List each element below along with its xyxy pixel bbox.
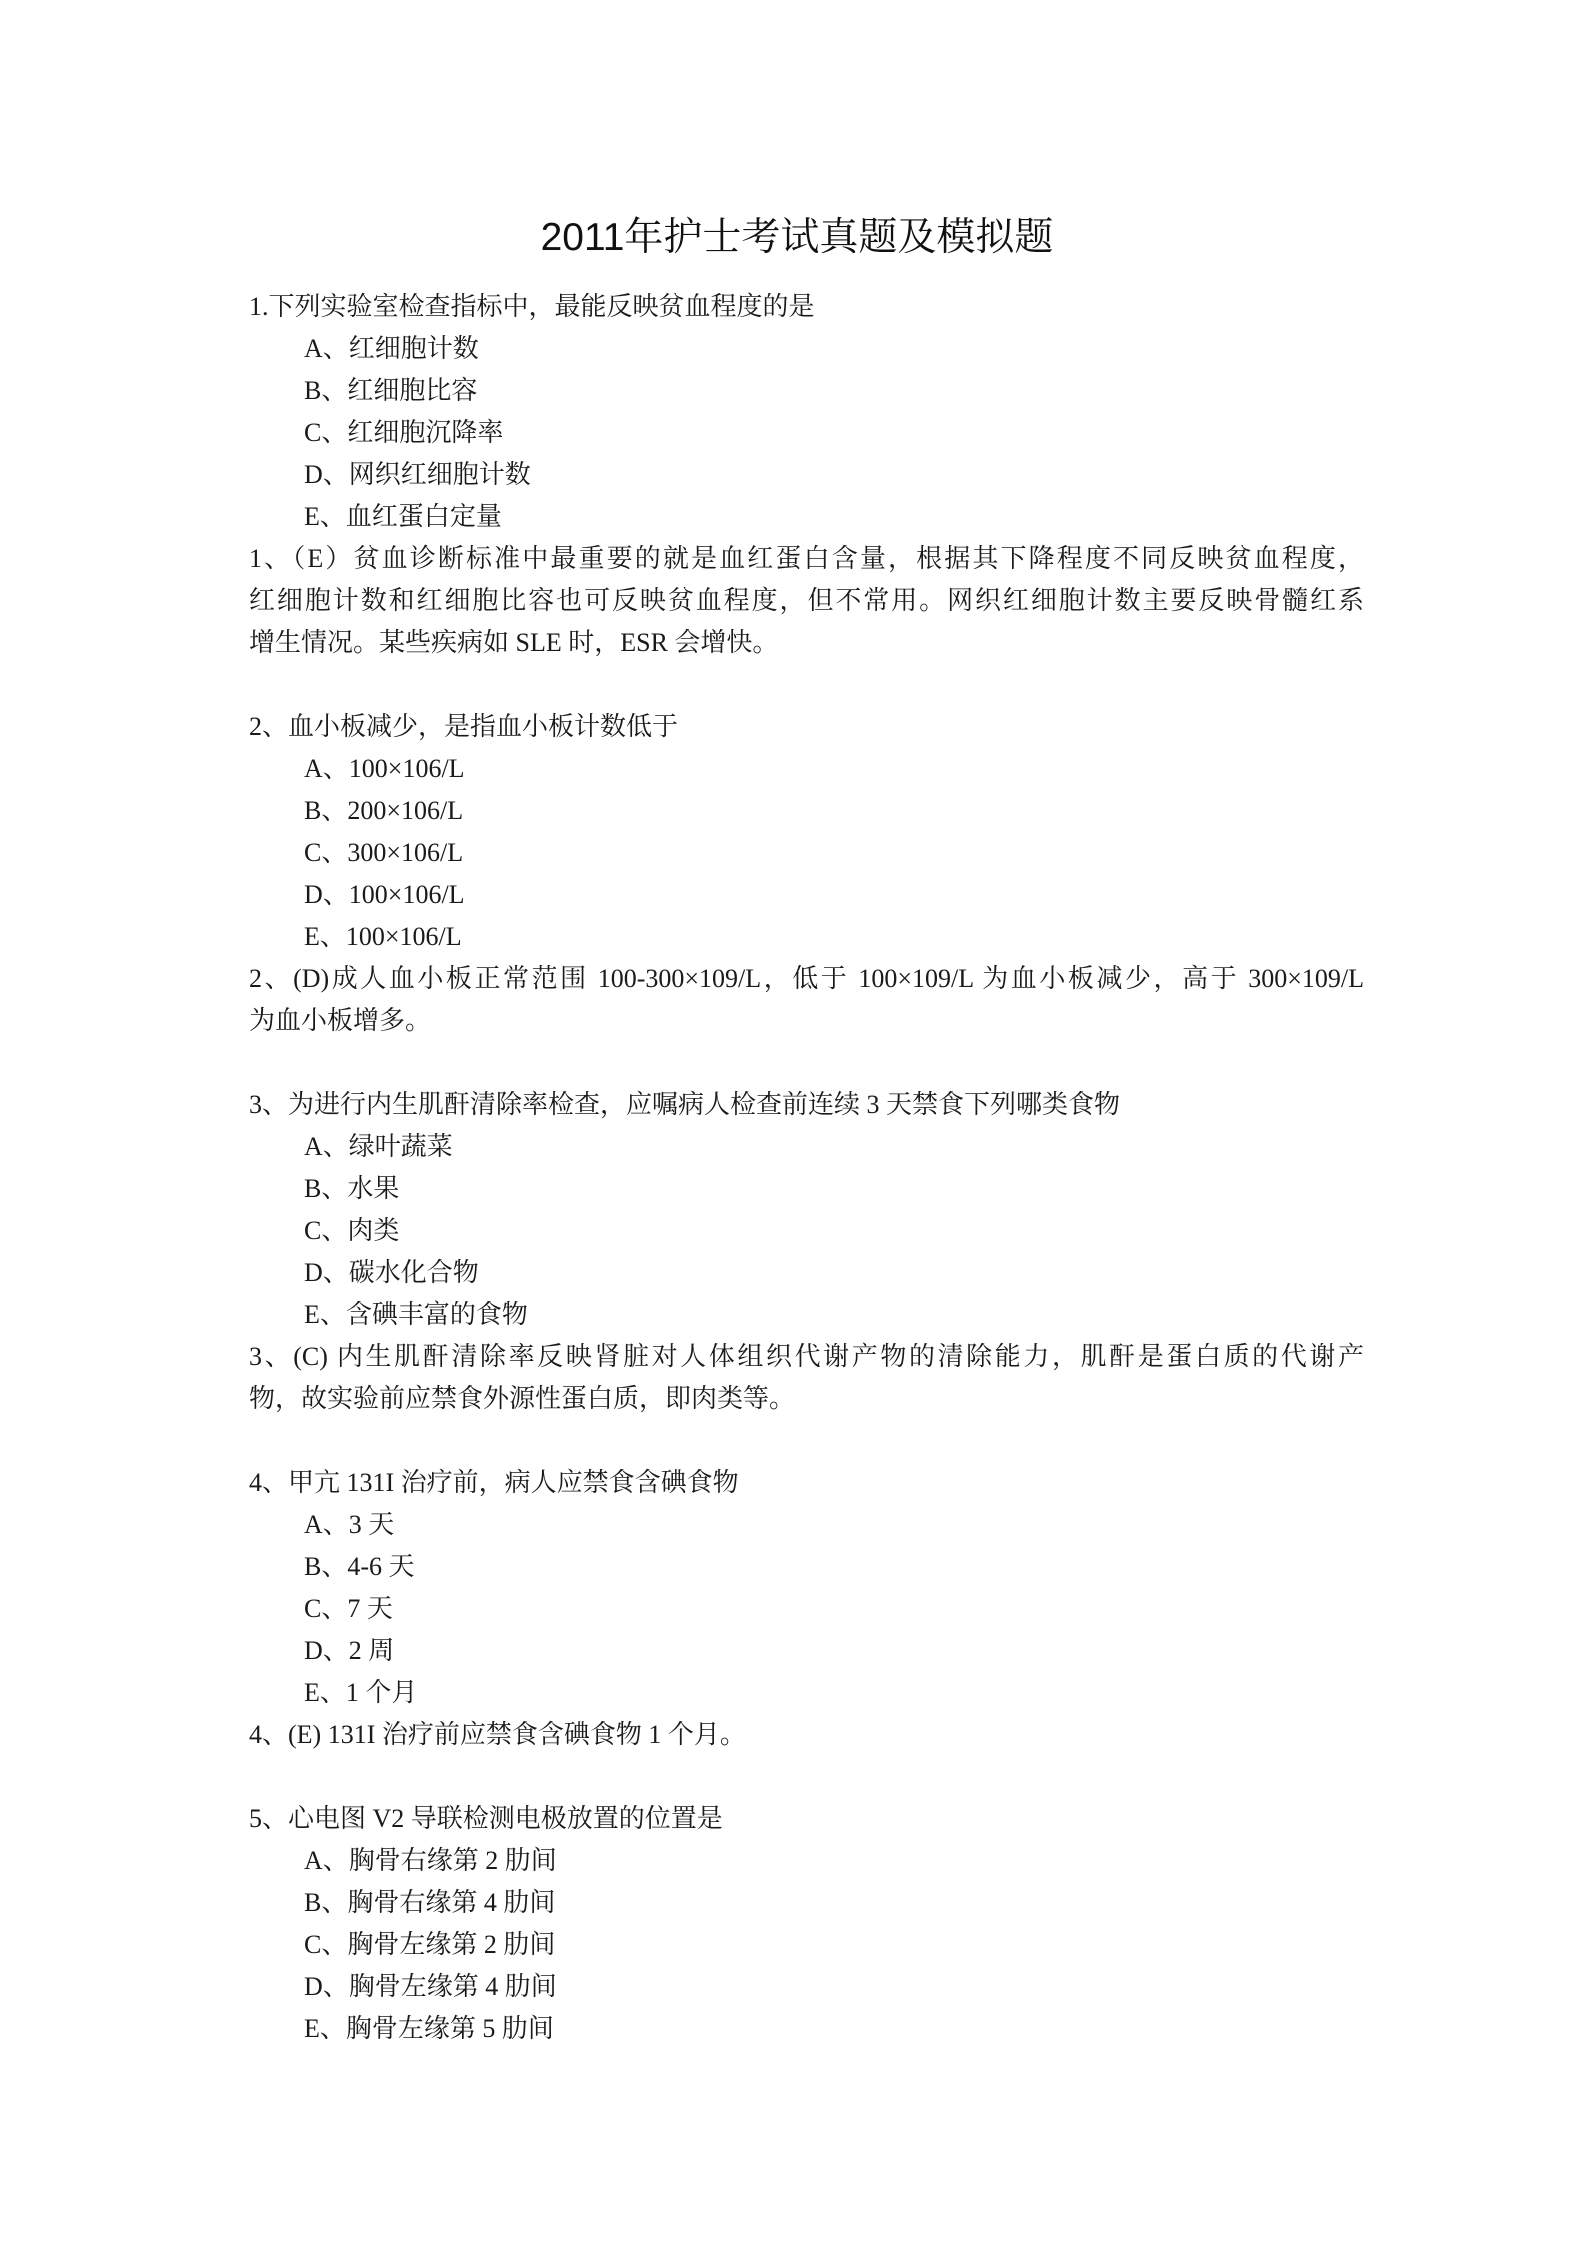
option-d: D、碳水化合物 bbox=[304, 1258, 479, 1287]
question-block bbox=[249, 286, 1364, 664]
option-c: C、肉类 bbox=[304, 1216, 400, 1245]
spacer bbox=[249, 1420, 1364, 1462]
question-block bbox=[249, 1798, 1364, 2050]
question-block bbox=[249, 706, 1364, 1042]
question-stem: 4、甲亢 131I 治疗前，病人应禁食含碘食物 bbox=[249, 1468, 739, 1497]
question-stem: 5、心电图 V2 导联检测电极放置的位置是 bbox=[249, 1804, 723, 1833]
option-e: E、100×106/L bbox=[304, 922, 462, 951]
option-a: A、胸骨右缘第 2 肋间 bbox=[304, 1846, 557, 1875]
option-d: D、2 周 bbox=[304, 1636, 395, 1665]
option-e: E、含碘丰富的食物 bbox=[304, 1300, 528, 1329]
option-e: E、胸骨左缘第 5 肋间 bbox=[304, 2014, 554, 2043]
document-body bbox=[249, 286, 1364, 2050]
answer-line: 增生情况。某些疾病如 SLE 时，ESR 会增快。 bbox=[249, 628, 779, 657]
option-d: D、胸骨左缘第 4 肋间 bbox=[304, 1972, 557, 2001]
answer-line: 红细胞计数和红细胞比容也可反映贫血程度，但不常用。网织红细胞计数主要反映骨髓红系 bbox=[249, 586, 1364, 615]
document-title: 2011年护士考试真题及模拟题 bbox=[540, 216, 1054, 259]
question-stem: 1.下列实验室检查指标中，最能反映贫血程度的是 bbox=[249, 292, 815, 321]
option-e: E、血红蛋白定量 bbox=[304, 502, 502, 531]
option-d: D、网织红细胞计数 bbox=[304, 460, 531, 489]
option-b: B、水果 bbox=[304, 1174, 400, 1203]
spacer bbox=[249, 1756, 1364, 1798]
option-b: B、200×106/L bbox=[304, 796, 464, 825]
option-a: A、绿叶蔬菜 bbox=[304, 1132, 453, 1161]
option-a: A、100×106/L bbox=[304, 754, 465, 783]
answer-line: 2、(D)成人血小板正常范围 100-300×109/L，低于 100×109/L 为血小板减少，高于 300×109/L bbox=[249, 964, 1364, 993]
option-b: B、红细胞比容 bbox=[304, 376, 478, 405]
question-stem: 3、为进行内生肌酐清除率检查，应嘱病人检查前连续 3 天禁食下列哪类食物 bbox=[249, 1090, 1121, 1119]
option-c: C、胸骨左缘第 2 肋间 bbox=[304, 1930, 556, 1959]
option-e: E、1 个月 bbox=[304, 1678, 418, 1707]
question-stem: 2、血小板减少，是指血小板计数低于 bbox=[249, 712, 679, 741]
option-b: B、胸骨右缘第 4 肋间 bbox=[304, 1888, 556, 1917]
answer-line: 3、(C) 内生肌酐清除率反映肾脏对人体组织代谢产物的清除能力，肌酐是蛋白质的代谢产 bbox=[249, 1342, 1364, 1371]
spacer bbox=[249, 1042, 1364, 1084]
answer-line: 4、(E) 131I 治疗前应禁食含碘食物 1 个月。 bbox=[249, 1720, 746, 1749]
question-block bbox=[249, 1084, 1364, 1420]
option-c: C、7 天 bbox=[304, 1594, 393, 1623]
spacer bbox=[249, 664, 1364, 706]
option-c: C、300×106/L bbox=[304, 838, 464, 867]
answer-line: 1、（E）贫血诊断标准中最重要的就是血红蛋白含量，根据其下降程度不同反映贫血程度， bbox=[249, 544, 1364, 573]
option-b: B、4-6 天 bbox=[304, 1552, 415, 1581]
question-block bbox=[249, 1462, 1364, 1756]
option-d: D、100×106/L bbox=[304, 880, 465, 909]
answer-line: 为血小板增多。 bbox=[249, 1006, 432, 1035]
option-c: C、红细胞沉降率 bbox=[304, 418, 504, 447]
option-a: A、红细胞计数 bbox=[304, 334, 479, 363]
option-a: A、3 天 bbox=[304, 1510, 395, 1539]
answer-line: 物，故实验前应禁食外源性蛋白质，即肉类等。 bbox=[249, 1384, 796, 1413]
